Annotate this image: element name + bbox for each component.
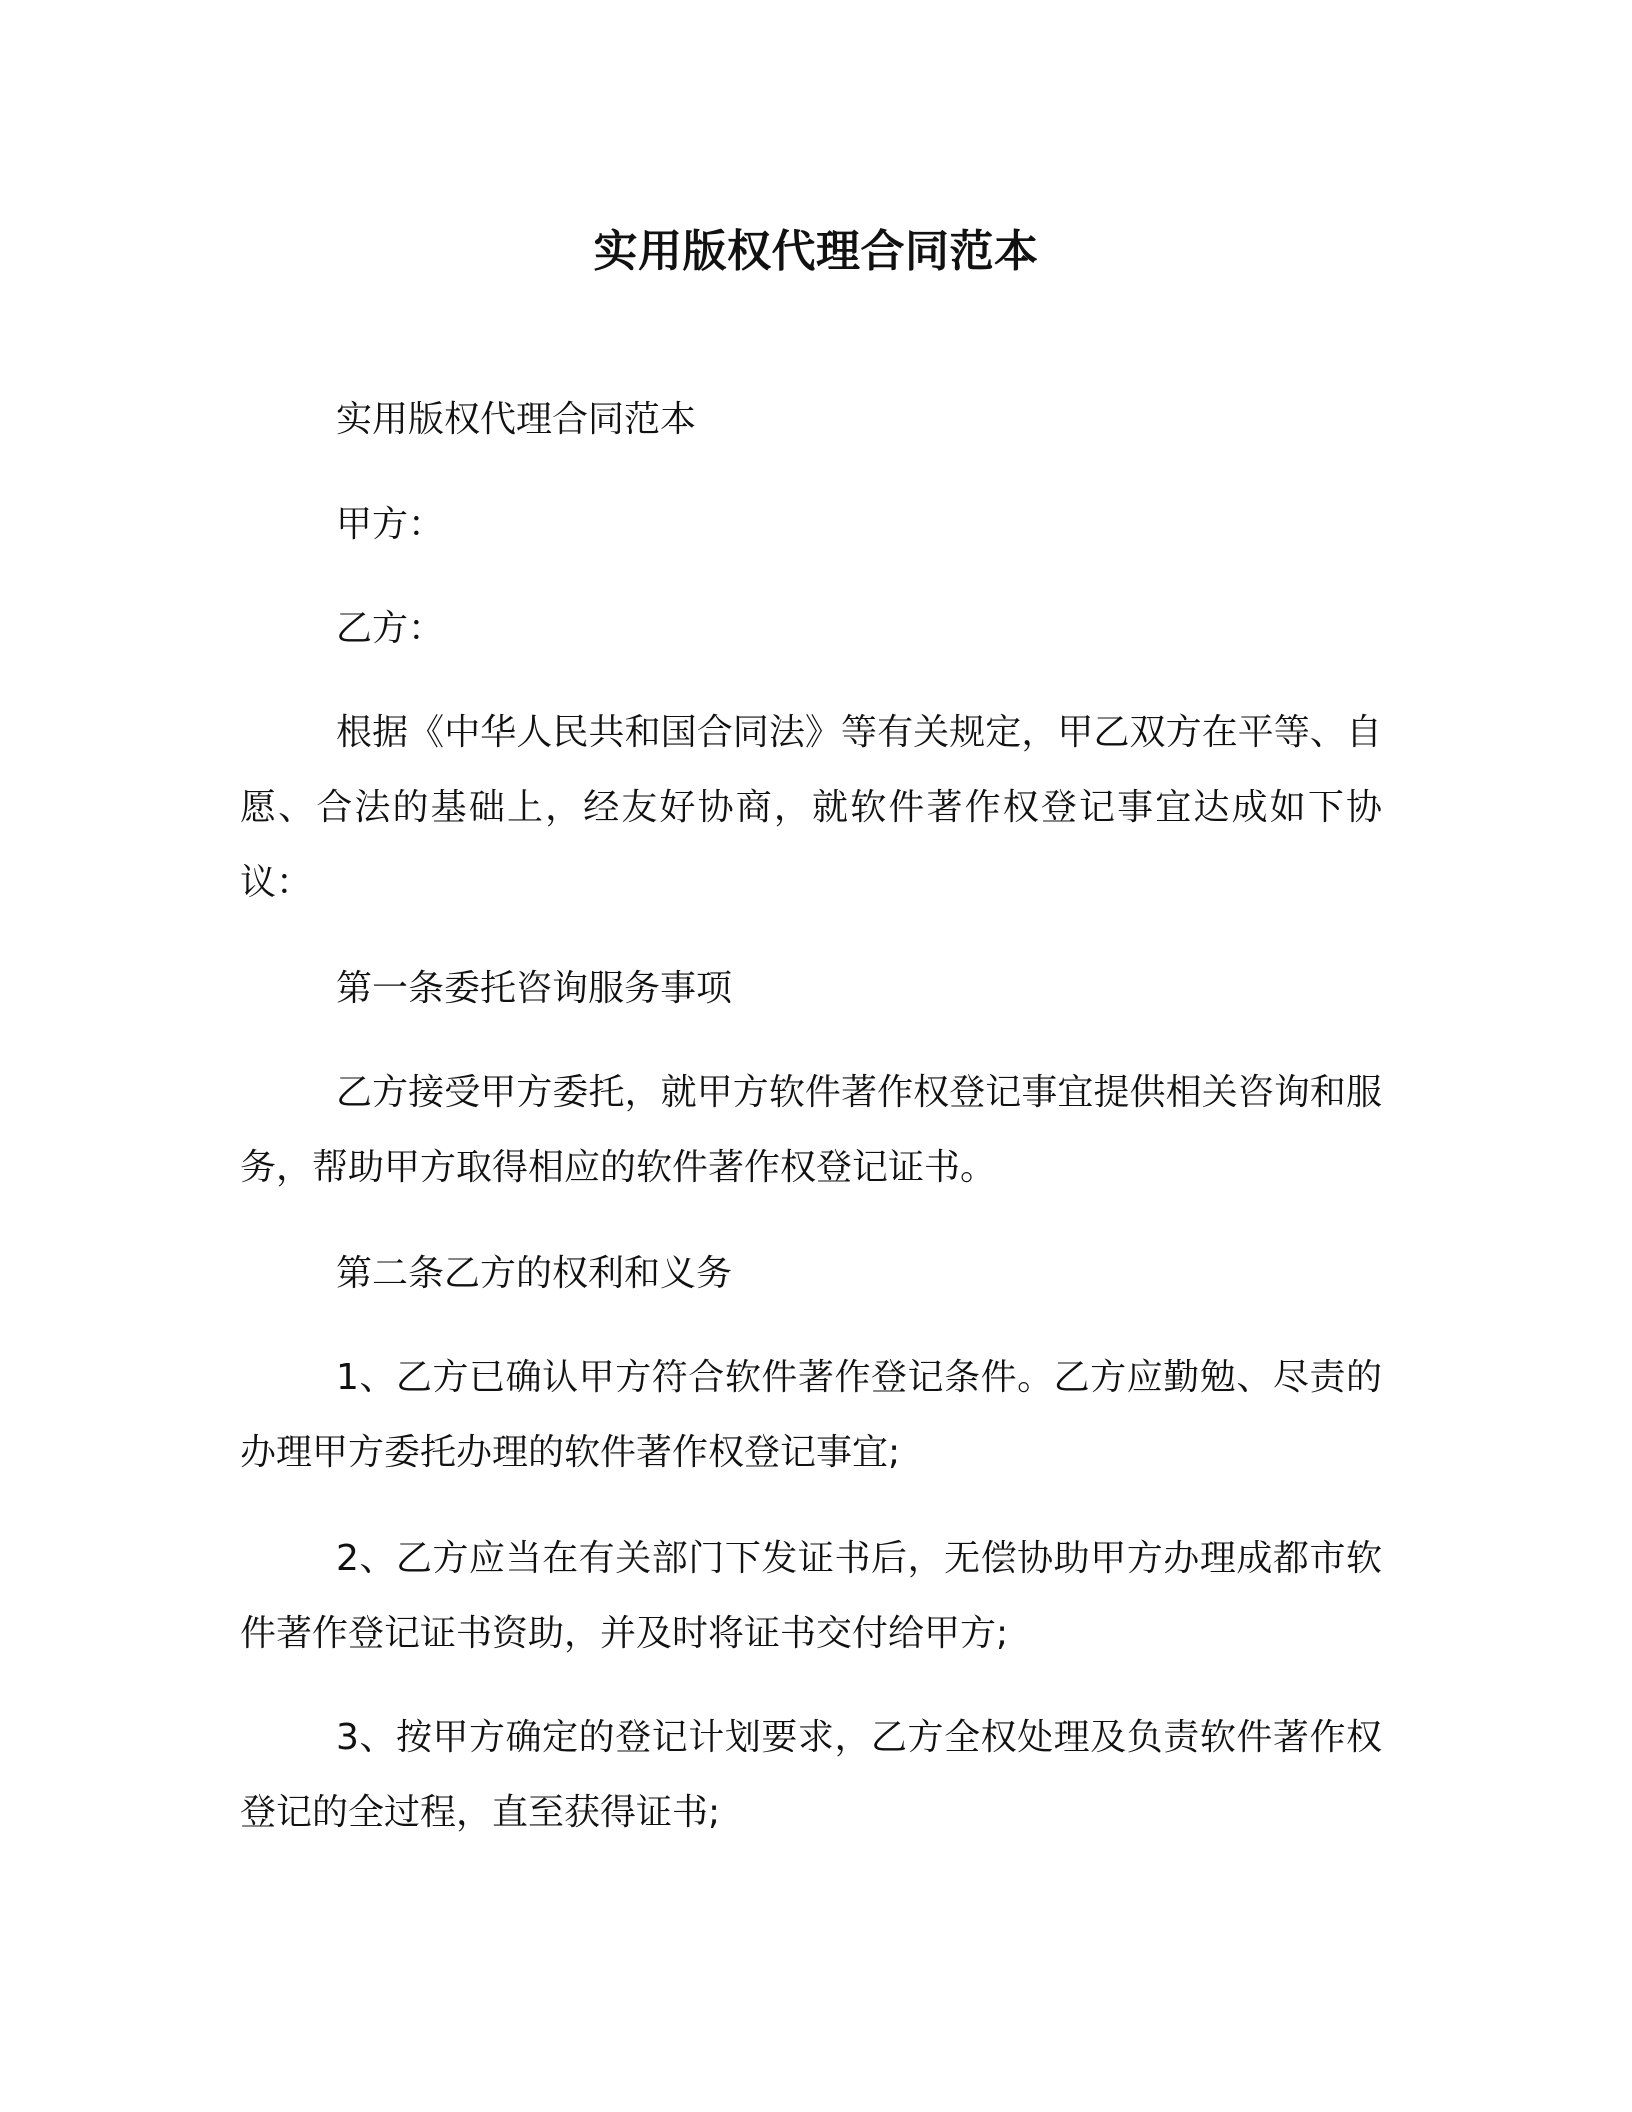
paragraph-clause-1: 1、乙方已确认甲方符合软件著作登记条件。乙方应勤勉、尽责的办理甲方委托办理的软件著作权登记事宜;	[240, 1357, 1382, 1473]
document-title: 实用版权代理合同范本	[593, 226, 1039, 277]
paragraph-preamble: 根据《中华人民共和国合同法》等有关规定，甲乙双方在平等、自愿、合法的基础上，经友好协商，就软件著作权登记事宜达成如下协议：	[240, 712, 1382, 903]
paragraph-clause-2: 2、乙方应当在有关部门下发证书后，无偿协助甲方办理成都市软件著作登记证书资助，并及时将证书交付给甲方;	[240, 1538, 1382, 1654]
paragraph-article-1-body: 乙方接受甲方委托，就甲方软件著作权登记事宜提供相关咨询和服务，帮助甲方取得相应的软件著作权登记证书。	[240, 1072, 1382, 1188]
paragraph-subtitle: 实用版权代理合同范本	[336, 399, 697, 440]
paragraph-party-b: 乙方：	[336, 608, 445, 649]
paragraph-article-2-heading: 第二条乙方的权利和义务	[336, 1253, 733, 1294]
paragraph-article-1-heading: 第一条委托咨询服务事项	[336, 968, 733, 1009]
paragraph-clause-3: 3、按甲方确定的登记计划要求，乙方全权处理及负责软件著作权登记的全过程，直至获得证书;	[240, 1717, 1382, 1833]
paragraph-party-a: 甲方：	[336, 504, 445, 545]
